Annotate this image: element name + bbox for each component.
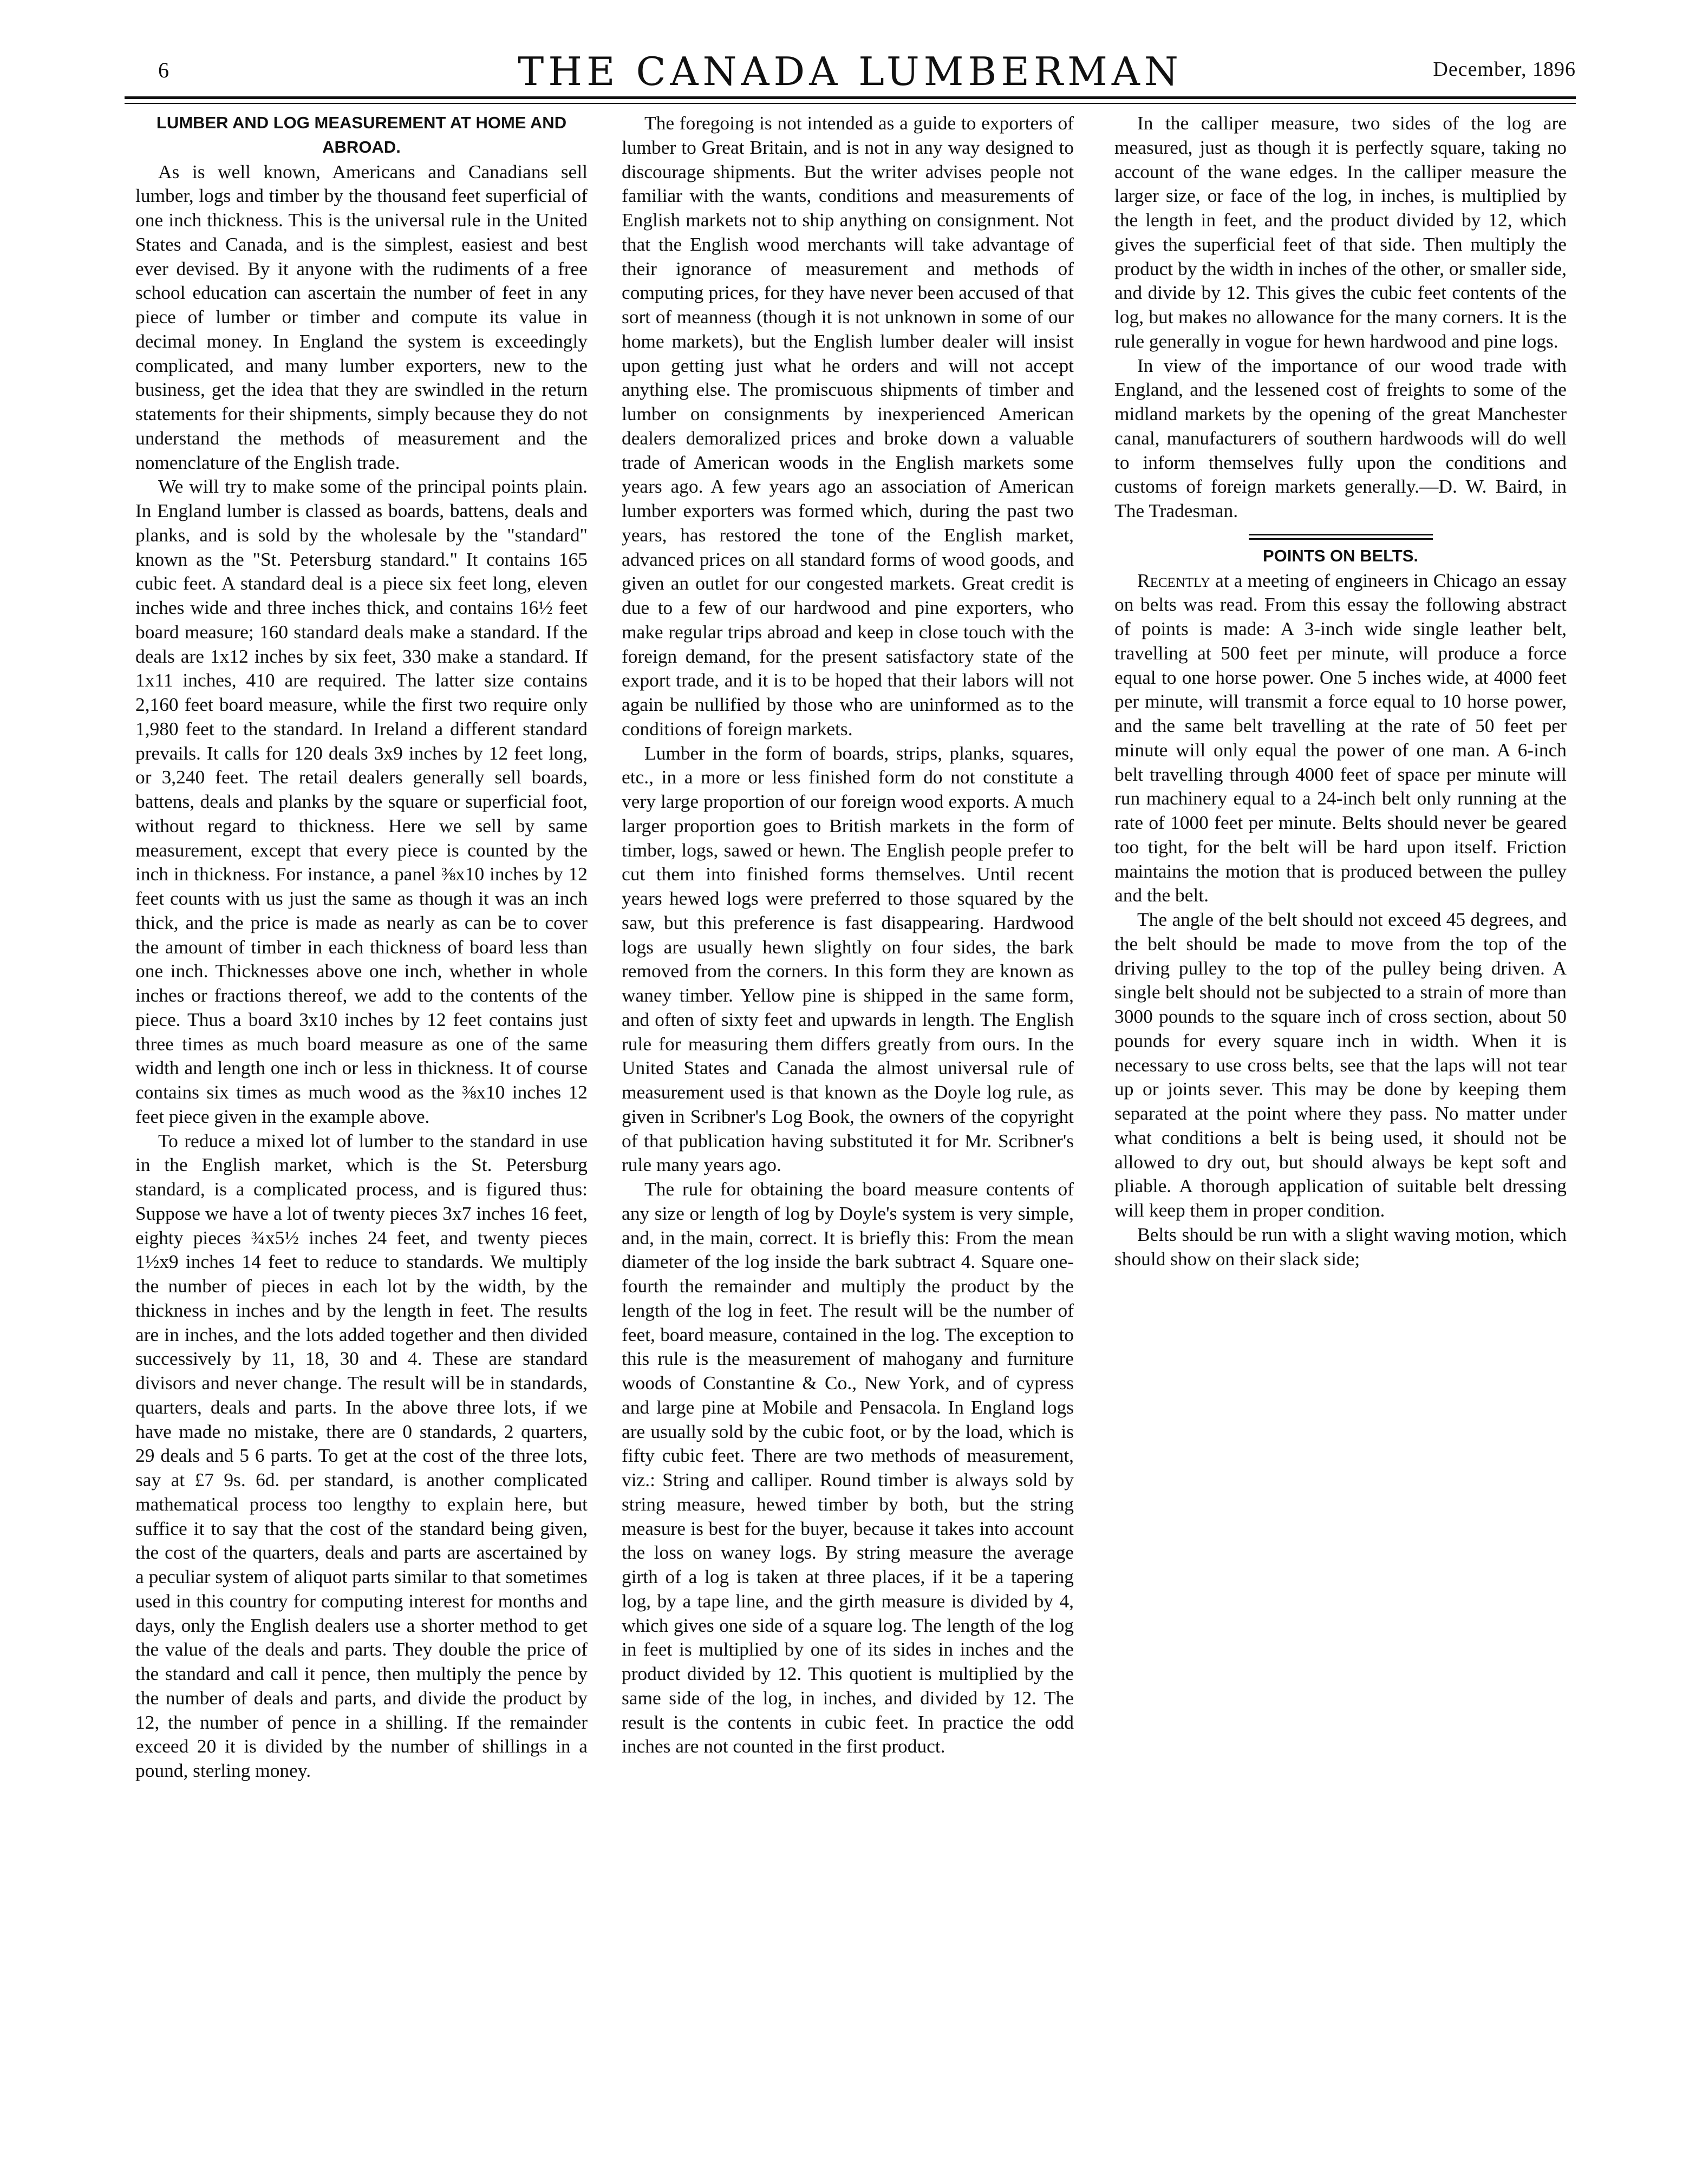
article-paragraph: The rule for obtaining the board measure contents of any size or length of log by Doyle's system is very simple, and, in the main, correct. It is briefly this: From the mean diameter of the log inside the bark subtract 4. Square one-fourth the remainder and multiply the product by the length of the log in feet. The result will be the number of feet, board measure, contained in the log. The exception to this rule is the measurement of mahogany and furniture woods of Constantine & Co., New York, and of cypress and large pine at Mobile and Pensacola. In England logs are usually sold by the cubic foot, or by the load, which is fifty cubic feet. There are two methods of measurement, viz.: String and calliper. Round timber is always sold by string measure, hewed timber by both, but the string measure is best for the buyer, because it takes into account the loss on waney logs. By string measure the average girth of a log is taken at three places, if it be a tapering log, by a tape line, and the girth measure is divided by 4, which gives one side of a square log. The length of the log in feet is multiplied by one of its sides in inches and the product divided by 12. This quotient is multiplied by the same side of the log, in inches, and divided by 12. The result is the contents in cubic feet. In practice the odd inches are not counted in the first product. bbox=[622, 1178, 1074, 1757]
article-paragraph: We will try to make some of the principal points plain. In England lumber is classed as boards, battens, deals and planks, and is sold by the wholesale by the "standard" known as the "St. Petersburg standard." It contains 165 cubic feet. A standard deal is a piece six feet long, eleven inches wide and three inches thick, and contains 16½ feet board measure; 160 standard deals make a standard. If the deals are 1x12 inches by six feet, 330 make a standard. If 1x11 inches, 410 are required. The latter size contains 2,160 feet board measure, while the first two require only 1,980 feet to the standard. In Ireland a different standard prevails. It calls for 120 deals 3x9 inches by 12 feet long, or 3,240 feet. The retail dealers generally sell boards, battens, deals and planks by the square or superficial foot, without regard to thickness. Here we sell by same measurement, except that every piece is counted by the inch in thickness. For instance, a panel ⅜x10 inches by 12 feet counts with us just the same as though it was an inch thick, and the price is made as nearly as can be to cover the amount of timber in each thickness of board less than one inch. Thicknesses above one inch, whether in whole inches or fractions thereof, we add to the contents of the piece. Thus a board 3x10 inches by 12 feet contains just three times as much board measure as one of the same width and length one inch or less in thickness. It of course contains six times as much wood as the ⅜x10 inches 12 feet piece given in the example above. bbox=[135, 475, 588, 1127]
header-rule bbox=[125, 96, 1576, 99]
article-paragraph: The foregoing is not intended as a guide to exporters of lumber to Great Britain, and is not in any way designed to discourage shipments. But the writer advises people not familiar with the wants, conditions and measurements of English markets not to ship anything on consignment. Not that the English wood merchants will take advantage of their ignorance of measurement and methods of computing prices, for they have never been accused of that sort of meanness (though it is not unknown in some of our home markets), but the English lumber dealer will insist upon getting just what he orders and will not accept anything else. The promiscuous shipments of timber and lumber on consignments by inexperienced American dealers demoralized prices and broke down a valuable trade of American woods in the English markets some years ago. A few years ago an association of American lumber exporters was formed which, during the past two years, has restored the tone of the English market, advanced prices on all standard forms of wood goods, and given an outlet for our congested markets. Great credit is due to a few of our hardwood and pine exporters, who make regular trips abroad and keep in close touch with the foreign demand, for the present satisfactory state of the export trade, and it is to be hoped that their labors will not again be nullified by those who are uninformed as to the conditions of foreign markets. bbox=[622, 112, 1074, 740]
masthead-title: THE CANADA LUMBERMAN bbox=[518, 49, 1183, 94]
article-paragraph: As is well known, Americans and Canadians sell lumber, logs and timber by the thousand feet superficial of one inch thickness. This is the universal rule in the United States and Canada, and is the simplest, easiest and best ever devised. By it anyone with the rudiments of a free school education can ascertain the number of feet in any piece of lumber or timber and compute its value in decimal money. In England the system is exceedingly complicated, and many lumber exporters, new to the business, get the idea that they are swindled in the return statements for their shipments, simply because they do not understand the methods of measurement and the nomenclature of the English trade. bbox=[135, 160, 588, 473]
article-title: POINTS ON BELTS. bbox=[1262, 546, 1419, 565]
lead-word: Recently bbox=[1137, 569, 1210, 591]
issue-date: December, 1896 bbox=[1433, 58, 1576, 81]
article-paragraph-text: at a meeting of engineers in Chicago an essay on belts was read. From this essay the following abstract of points is made: A 3-inch wide single leather belt, travelling at 500 feet per minute, will produce a force equal to one horse power. One 5 inches wide, at 4000 feet per minute, will transmit a force equal to 10 horse power, and the same belt travelling at the rate of 50 feet per minute will only equal the power of one man. A 6-inch belt travelling through 4000 feet of space per minute will run machinery equal to a 24-inch belt only running at the rate of 1000 feet per minute. Belts should never be geared too tight, for the belt will be hard upon itself. Friction maintains the motion that is produced between the pulley and the belt. bbox=[1114, 569, 1567, 906]
article-title: LUMBER AND LOG MEASUREMENT AT HOME AND ABROAD. bbox=[156, 113, 567, 156]
section-divider bbox=[1249, 534, 1433, 540]
column-1 bbox=[135, 111, 588, 2157]
article-paragraph: Lumber in the form of boards, strips, planks, squares, etc., in a more or less finished form do not constitute a very large proportion of our foreign wood exports. A much larger proportion goes to British markets in the form of timber, logs, sawed or hewn. The English people prefer to cut them into finished forms themselves. Until recent years hewed logs were preferred to those squared by the saw, but this preference is fast disappearing. Hardwood logs are usually hewn slightly on four sides, the bark removed from the corners. In this form they are known as waney timber. Yellow pine is shipped in the same form, and often of sixty feet and upwards in length. The English rule for measuring them differs greatly from ours. In the United States and Canada the almost universal rule of measurement used is that known as the Doyle log rule, as given in Scribner's Log Book, the owners of the copyright of that publication having substituted it for Mr. Scribner's rule many years ago. bbox=[622, 742, 1074, 1176]
article-paragraph: The angle of the belt should not exceed 45 degrees, and the belt should be made to move from the top of the driving pulley to the top of the pulley being driven. A single belt should not be subjected to a strain of more than 3000 pounds to the square inch of cross section, about 50 pounds for every square inch in width. When it is necessary to use cross belts, see that the laps will not tear up or joints sever. This may be done by keeping them separated at the point where they pass. No matter under what conditions a belt is being used, it should not be allowed to dry out, but should always be kept soft and pliable. A thorough application of suitable belt dressing will keep them in proper condition. bbox=[1114, 908, 1567, 1221]
column-2 bbox=[622, 111, 1074, 2157]
column-3 bbox=[1114, 111, 1567, 2157]
page-header bbox=[125, 49, 1576, 97]
article-paragraph: In the calliper measure, two sides of the log are measured, just as though it is perfectly square, taking no account of the wane edges. In the calliper measure the larger size, or face of the log, in inches, is multiplied by the length in feet, and the product divided by 12, which gives the superficial feet of that side. Then multiply the product by the width in inches of the other, or smaller side, and divide by 12. This gives the cubic feet contents of the log, but makes no allowance for the many corners. It is the rule generally in vogue for hewn hardwood and pine logs. bbox=[1114, 112, 1567, 352]
page-number: 6 bbox=[158, 58, 169, 82]
article-paragraph: In view of the importance of our wood trade with England, and the lessened cost of freights to some of the midland markets by the opening of the great Manchester canal, manufacturers of southern hardwoods will do well to inform themselves fully upon the conditions and customs of foreign markets generally.—D. W. Baird, in The Tradesman. bbox=[1114, 354, 1567, 521]
header-rule-thin bbox=[125, 103, 1576, 104]
article-paragraph: Belts should be run with a slight waving motion, which should show on their slack side; bbox=[1114, 1223, 1567, 1270]
article-paragraph bbox=[1114, 568, 1567, 908]
article-paragraph: To reduce a mixed lot of lumber to the standard in use in the English market, which is the St. Petersburg standard, is a complicated process, and is figured thus: Suppose we have a lot of twenty pieces 3x7 inches 16 feet, eighty pieces ¾x5½ inches 24 feet, and twenty pieces 1½x9 inches 14 feet to reduce to standards. We multiply the number of pieces in each lot by the width, by the thickness in inches and by the length in feet. The results are in inches, and the lots added together and then divided successively by 11, 18, 30 and 4. These are standard divisors and never change. The result will be in standards, quarters, deals and parts. In the above three lots, if we have made no mistake, there are 0 standards, 2 quarters, 29 deals and 5 6 parts. To get at the cost of the three lots, say at £7 9s. 6d. per standard, is another complicated mathematical process too lengthy to explain here, but suffice it to say that the cost of the standard being given, the cost of the quarters, deals and parts are ascertained by a peculiar system of aliquot parts similar to that sometimes used in this country for computing interest for months and days, only the English dealers use a shorter method to get the value of the deals and parts. They double the price of the standard and call it pence, then multiply the pence by the number of deals and parts, and divide the product by 12, the number of pence in a shilling. If the remainder exceed 20 it is divided by the number of shillings in a pound, sterling money. bbox=[135, 1129, 588, 1781]
